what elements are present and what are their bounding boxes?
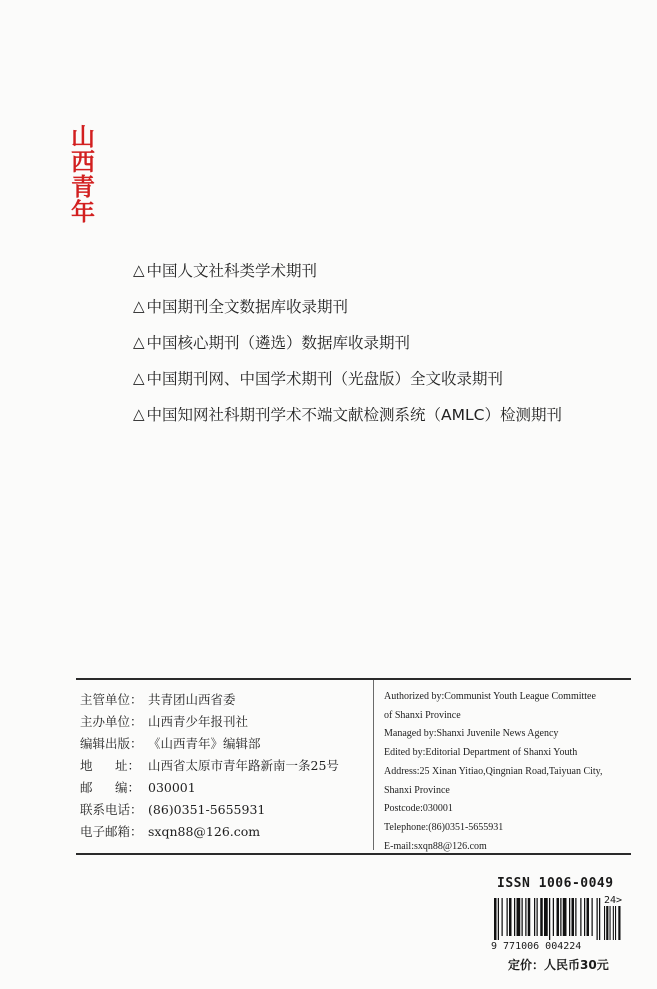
info-label-part: 址：: [114, 758, 140, 773]
barcode-bar: [597, 898, 598, 940]
list-item: [133, 252, 643, 288]
barcode-bar: [514, 898, 515, 936]
info-value: 《山西青年》编辑部: [148, 736, 261, 751]
info-label-part: 地: [80, 758, 93, 773]
barcode-bar: [599, 898, 600, 940]
column-divider: [373, 680, 374, 850]
barcode-digits: 9 771006 004224: [491, 941, 582, 952]
info-value: 山西青少年报刊社: [148, 714, 249, 729]
info-row: [80, 820, 370, 842]
info-label: 主办单位：: [80, 714, 143, 729]
barcode-bar: [549, 898, 550, 940]
triangle-icon: △: [133, 333, 145, 351]
info-row: [80, 776, 370, 798]
triangle-icon: △: [133, 405, 145, 423]
info-line: of Shanxi Province: [384, 709, 461, 721]
barcode-bar: [560, 898, 561, 936]
barcode-bar: [494, 898, 497, 940]
title-char: 西: [71, 148, 95, 176]
chinese-publication-info: [80, 688, 370, 842]
info-row: [80, 798, 370, 820]
info-label: [80, 778, 140, 796]
info-row: [80, 732, 370, 754]
barcode-bar: [557, 898, 560, 936]
barcode-bar: [587, 898, 590, 936]
info-value: 共青团山西省委: [148, 692, 236, 707]
barcode-addon-bar: [618, 906, 620, 940]
info-label-part: 邮: [80, 780, 93, 795]
barcode-bar: [540, 898, 543, 936]
info-label: 电子邮箱：: [80, 824, 143, 839]
list-item: [133, 324, 643, 360]
barcode-bar: [509, 898, 512, 936]
info-label: 主管单位：: [80, 692, 143, 707]
info-line: E-mail:sxqn88@126.com: [384, 840, 487, 852]
info-value: sxqn88@126.com: [148, 823, 261, 839]
barcode-bar: [517, 898, 521, 936]
info-value: (86)0351-5655931: [148, 801, 266, 817]
info-line: Address:25 Xinan Yitiao,Qingnian Road,Taiyuan City,: [384, 765, 603, 777]
info-line: Authorized by:Communist Youth League Committee: [384, 691, 596, 702]
list-item-text: 中国期刊全文数据库收录期刊: [146, 298, 349, 316]
price-label: 定价：人民币30元: [508, 958, 609, 972]
triangle-icon: △: [133, 297, 145, 315]
list-item-text: 中国人文社科类学术期刊: [146, 262, 318, 280]
list-item-text: 中国核心期刊（遴选）数据库收录期刊: [146, 334, 411, 352]
title-char: 年: [71, 198, 95, 226]
info-line: Managed by:Shanxi Juvenile News Agency: [384, 728, 559, 740]
barcode-addon-bar: [606, 906, 608, 940]
barcode-addon-bar: [604, 906, 605, 940]
info-row: [80, 754, 370, 776]
barcode-bar: [498, 898, 499, 940]
barcode-bar: [525, 898, 526, 936]
barcode-bar: [502, 898, 503, 936]
barcode-bar: [544, 898, 548, 936]
barcode-bar: [592, 898, 593, 936]
info-row: [80, 688, 370, 710]
info-label: 联系电话：: [80, 802, 143, 817]
title-char: 山: [71, 123, 95, 151]
info-label: 编辑出版：: [80, 736, 143, 751]
barcode-bar: [522, 898, 523, 936]
list-item: [133, 288, 643, 324]
barcode-bar: [584, 898, 585, 936]
barcode-addon-bar: [613, 906, 614, 940]
title-char: 青: [71, 173, 95, 201]
barcode-bar: [534, 898, 535, 936]
info-line: Edited by:Editorial Department of Shanxi Youth: [384, 747, 578, 759]
barcode-bar: [528, 898, 531, 936]
info-row: [80, 710, 370, 732]
list-item-text: 中国知网社科期刊学术不端文献检测系统（AMLC）检测期刊: [146, 406, 562, 424]
barcode-addon-bar: [610, 906, 611, 940]
info-line: Shanxi Province: [384, 784, 450, 796]
english-publication-info: [384, 688, 634, 856]
barcode-bar: [572, 898, 575, 936]
triangle-icon: △: [133, 369, 145, 387]
list-item: [133, 396, 643, 432]
barcode-bar: [569, 898, 570, 936]
issn-number: ISSN 1006-0049: [497, 876, 614, 891]
info-label: [80, 756, 140, 774]
list-item: [133, 360, 643, 396]
info-label-part: 编：: [114, 780, 140, 795]
barcode-bar: [563, 898, 567, 936]
list-item-text: 中国期刊网、中国学术期刊（光盘版）全文收录期刊: [146, 370, 504, 388]
info-value: 山西省太原市青年路新南一条25号: [148, 758, 339, 773]
barcode-bar: [553, 898, 554, 936]
barcode-bar: [537, 898, 538, 936]
top-divider: [76, 678, 631, 680]
barcode-bar: [575, 898, 576, 936]
indexing-list: [133, 252, 643, 432]
barcode-bar: [580, 898, 581, 936]
barcode-addon-bar: [615, 906, 616, 940]
barcode-addon: 24>: [604, 895, 623, 906]
magazine-title: [70, 125, 96, 225]
info-line: Postcode:030001: [384, 803, 453, 815]
barcode-bar: [507, 898, 508, 936]
info-line: Telephone:(86)0351-5655931: [384, 821, 504, 833]
triangle-icon: △: [133, 261, 145, 279]
info-value: 030001: [148, 779, 196, 795]
